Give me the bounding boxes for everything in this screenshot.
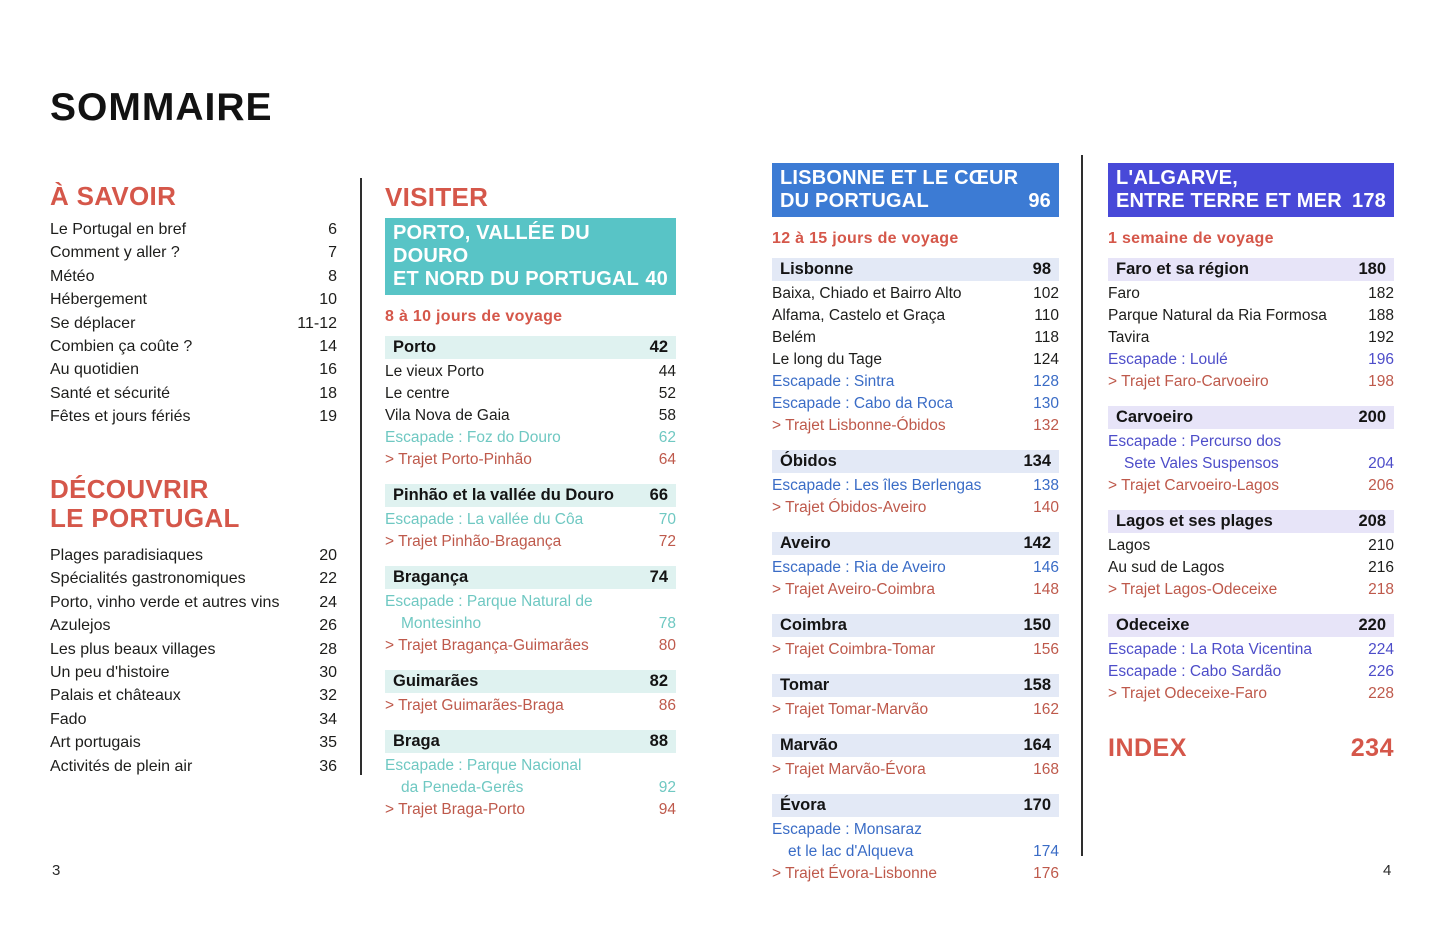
- toc-entry-label: > Trajet Óbidos-Aveiro: [772, 499, 927, 516]
- toc-item-label: Santé et sécurité: [50, 384, 171, 402]
- toc-group-header: [772, 532, 1059, 555]
- toc-item-page: 8: [328, 267, 337, 285]
- toc-group-header: [772, 450, 1059, 473]
- toc-entry-label: Vila Nova de Gaia: [385, 407, 510, 424]
- region-header-lisbonne: [772, 163, 1059, 217]
- toc-group-header: [772, 794, 1059, 817]
- toc-group-header: [772, 674, 1059, 697]
- toc-entry: [1108, 477, 1394, 499]
- toc-entry-label: > Trajet Porto-Pinhão: [385, 451, 532, 468]
- toc-entry-page: 118: [1034, 329, 1059, 346]
- toc-entry: [1108, 581, 1394, 603]
- toc-item-label: Fado: [50, 710, 87, 728]
- column-algarve: [1108, 157, 1394, 763]
- region-title-line: DU PORTUGAL: [780, 190, 929, 212]
- toc-entry-label: Alfama, Castelo et Graça: [772, 307, 946, 324]
- toc-entry-page: 206: [1368, 477, 1394, 494]
- toc-group-page: 142: [1023, 534, 1051, 552]
- toc-group-title: Guimarães: [393, 672, 479, 690]
- toc-entry: [772, 499, 1059, 521]
- toc-item: [50, 594, 337, 617]
- toc-entry-page: 176: [1033, 865, 1059, 882]
- toc-entry-label: > Trajet Évora-Lisbonne: [772, 865, 937, 882]
- toc-entry: [385, 451, 676, 473]
- toc-group-title: Porto: [393, 338, 437, 356]
- toc-group-title: Aveiro: [780, 534, 831, 552]
- toc-item-page: 35: [319, 734, 337, 752]
- toc-entry-label: Escapade : La Rota Vicentina: [1108, 641, 1312, 658]
- toc-item-page: 28: [319, 640, 337, 658]
- toc-entry: [772, 417, 1059, 439]
- toc-entry: [1108, 285, 1394, 307]
- folio-right: 4: [1383, 862, 1392, 879]
- toc-group-header: [385, 730, 676, 753]
- toc-item-page: 6: [328, 221, 337, 238]
- toc-entry-page: 168: [1033, 761, 1059, 778]
- toc-group-header: [1108, 406, 1394, 429]
- column-lisbonne: [772, 157, 1059, 887]
- toc-group: [385, 730, 676, 823]
- toc-entry-label: Tavira: [1108, 329, 1150, 346]
- toc-entry: [385, 511, 676, 533]
- toc-item-page: 34: [319, 710, 337, 728]
- toc-entry: [772, 701, 1059, 723]
- toc-group-title: Bragança: [393, 568, 469, 586]
- toc-group-page: 220: [1358, 616, 1386, 634]
- toc-item: [50, 385, 337, 408]
- toc-group: [1108, 258, 1394, 395]
- toc-item-label: Hébergement: [50, 291, 147, 309]
- toc-entry-label: > Trajet Faro-Carvoeiro: [1108, 373, 1269, 390]
- toc-entry: [385, 757, 676, 779]
- toc-item: [50, 244, 337, 267]
- a-savoir-list: [50, 221, 337, 432]
- toc-entry-continuation: [1108, 455, 1394, 477]
- toc-group-header: [772, 258, 1059, 281]
- toc-entry: [772, 641, 1059, 663]
- toc-item-label: Météo: [50, 267, 95, 285]
- toc-group-header: [385, 484, 676, 507]
- toc-group-header: [772, 734, 1059, 757]
- toc-entry: [385, 593, 676, 615]
- region-header-algarve: [1108, 163, 1394, 217]
- index-label: INDEX: [1108, 734, 1187, 762]
- toc-entry-label: > Trajet Carvoeiro-Lagos: [1108, 477, 1280, 494]
- toc-entry-label: Faro: [1108, 285, 1140, 302]
- toc-group-title: Óbidos: [780, 452, 837, 470]
- toc-item-label: Se déplacer: [50, 314, 136, 332]
- toc-entry-label: Au sud de Lagos: [1108, 559, 1225, 576]
- toc-item-page: 14: [319, 337, 337, 355]
- toc-entry-label: Escapade : Cabo da Roca: [772, 395, 953, 412]
- toc-entry: [1108, 351, 1394, 373]
- toc-entry-label: Le long du Tage: [772, 351, 883, 368]
- toc-entry-page: 128: [1033, 373, 1059, 390]
- toc-group-page: 66: [649, 486, 668, 504]
- toc-item-page: 18: [319, 384, 337, 402]
- toc-group-title: Lisbonne: [780, 260, 854, 278]
- toc-entry-page: 80: [658, 637, 676, 654]
- toc-item-label: Palais et châteaux: [50, 687, 181, 705]
- toc-entry-continuation: [772, 843, 1059, 865]
- toc-item-label: Fêtes et jours fériés: [50, 408, 191, 426]
- toc-entry: [772, 761, 1059, 783]
- toc-item-page: 11-12: [297, 314, 337, 332]
- toc-groups: [772, 258, 1059, 887]
- toc-group-page: 42: [649, 338, 668, 356]
- toc-group: [385, 566, 676, 659]
- toc-item-page: 10: [319, 291, 337, 309]
- toc-entry-page: 92: [658, 779, 676, 796]
- toc-entry-page: 146: [1033, 559, 1059, 576]
- toc-group: [772, 258, 1059, 439]
- toc-entry: [772, 373, 1059, 395]
- toc-entry: [772, 329, 1059, 351]
- toc-item-page: 19: [319, 408, 337, 426]
- toc-entry-page: 188: [1368, 307, 1394, 324]
- toc-entry: [1108, 641, 1394, 663]
- toc-group: [772, 614, 1059, 663]
- toc-group: [772, 674, 1059, 723]
- toc-item: [50, 711, 337, 734]
- toc-entry-label: Escapade : La vallée du Côa: [385, 511, 584, 528]
- region-title-line: LISBONNE ET LE CŒUR: [780, 167, 1019, 189]
- toc-entry: [385, 533, 676, 555]
- toc-item-label: Le Portugal en bref: [50, 221, 187, 238]
- toc-entry-label: da Peneda-Gerês: [401, 779, 524, 796]
- toc-item: [50, 338, 337, 361]
- toc-item-page: 26: [319, 617, 337, 635]
- toc-group-header: [385, 670, 676, 693]
- toc-entry-label: > Trajet Braga-Porto: [385, 801, 525, 818]
- toc-group-page: 164: [1023, 736, 1051, 754]
- toc-item: [50, 664, 337, 687]
- region-page-number: 40: [645, 268, 668, 290]
- toc-entry-page: 156: [1033, 641, 1059, 658]
- toc-groups: [385, 336, 676, 823]
- toc-entry-label: Escapade : Foz do Douro: [385, 429, 561, 446]
- toc-entry: [1108, 433, 1394, 455]
- toc-item-label: Un peu d'histoire: [50, 663, 170, 681]
- toc-group: [772, 794, 1059, 887]
- toc-entry-page: 148: [1033, 581, 1059, 598]
- toc-group: [1108, 510, 1394, 603]
- toc-item-page: 16: [319, 361, 337, 379]
- toc-item: [50, 547, 337, 570]
- toc-entry-page: 204: [1368, 455, 1394, 472]
- toc-item-page: 36: [319, 757, 337, 775]
- toc-group-page: 98: [1032, 260, 1051, 278]
- toc-group-header: [385, 336, 676, 359]
- toc-entry-page: 216: [1368, 559, 1394, 576]
- toc-item: [50, 641, 337, 664]
- toc-group: [772, 450, 1059, 521]
- toc-item-label: Au quotidien: [50, 361, 139, 379]
- toc-entry-page: 198: [1368, 373, 1394, 390]
- toc-entry-label: Escapade : Parque Nacional: [385, 757, 582, 774]
- trip-duration: 8 à 10 jours de voyage: [385, 308, 563, 325]
- index-row: [1108, 734, 1394, 763]
- column-visiter-porto: [385, 183, 676, 823]
- toc-entry-page: 62: [658, 429, 676, 446]
- toc-item-label: Les plus beaux villages: [50, 640, 216, 658]
- trip-duration: 12 à 15 jours de voyage: [772, 230, 959, 247]
- region-page-number: 178: [1352, 190, 1386, 212]
- toc-entry: [385, 407, 676, 429]
- toc-group: [1108, 614, 1394, 707]
- section-title-decouvrir: [50, 475, 337, 533]
- toc-item-page: 32: [319, 687, 337, 705]
- toc-item-label: Porto, vinho verde et autres vins: [50, 593, 280, 611]
- toc-entry: [385, 637, 676, 659]
- toc-item-label: Art portugais: [50, 734, 141, 752]
- toc-entry-label: > Trajet Aveiro-Coimbra: [772, 581, 935, 598]
- toc-item-page: 24: [319, 593, 337, 611]
- toc-entry-label: Escapade : Loulé: [1108, 351, 1228, 368]
- section-title-visiter: VISITER: [385, 182, 489, 212]
- toc-group-title: Braga: [393, 732, 440, 750]
- toc-group-title: Odeceixe: [1116, 616, 1190, 634]
- toc-item-page: 7: [328, 244, 337, 262]
- toc-entry-label: > Trajet Odeceixe-Faro: [1108, 685, 1267, 702]
- toc-group-page: 180: [1358, 260, 1386, 278]
- toc-group-page: 200: [1358, 408, 1386, 426]
- toc-group: [385, 670, 676, 719]
- toc-entry-page: 70: [658, 511, 676, 528]
- toc-entry-continuation: [385, 615, 676, 637]
- toc-entry-label: Baixa, Chiado et Bairro Alto: [772, 285, 962, 302]
- toc-group-title: Tomar: [780, 676, 830, 694]
- toc-entry: [385, 385, 676, 407]
- toc-entry: [772, 865, 1059, 887]
- toc-groups: [1108, 258, 1394, 707]
- toc-entry-page: 130: [1033, 395, 1059, 412]
- toc-group-title: Lagos et ses plages: [1116, 512, 1273, 530]
- toc-entry-label: > Trajet Guimarães-Braga: [385, 697, 564, 714]
- toc-entry-page: 110: [1034, 307, 1059, 324]
- toc-group-title: Coimbra: [780, 616, 847, 634]
- toc-entry: [1108, 373, 1394, 395]
- toc-entry-page: 64: [658, 451, 676, 468]
- trip-duration: 1 semaine de voyage: [1108, 230, 1274, 247]
- toc-entry-page: 102: [1033, 285, 1059, 302]
- toc-entry: [385, 697, 676, 719]
- toc-entry-label: > Trajet Pinhão-Bragança: [385, 533, 562, 550]
- section-title-line: LE PORTUGAL: [50, 503, 240, 533]
- toc-group-page: 158: [1023, 676, 1051, 694]
- column-divider: [360, 178, 362, 775]
- toc-entry-label: > Trajet Marvão-Évora: [772, 761, 926, 778]
- toc-group-header: [1108, 258, 1394, 281]
- region-page-number: 96: [1028, 190, 1051, 212]
- toc-group-title: Marvão: [780, 736, 838, 754]
- toc-group-page: 82: [649, 672, 668, 690]
- toc-item-label: Spécialités gastronomiques: [50, 570, 246, 588]
- toc-entry-page: 226: [1368, 663, 1394, 680]
- toc-entry-label: Lagos: [1108, 537, 1151, 554]
- toc-entry-label: Escapade : Sintra: [772, 373, 895, 390]
- toc-entry-label: Belém: [772, 329, 816, 346]
- toc-entry-label: > Trajet Bragança-Guimarães: [385, 637, 589, 654]
- toc-entry-label: Escapade : Percurso dos: [1108, 433, 1282, 450]
- toc-entry: [772, 285, 1059, 307]
- toc-group-page: 88: [649, 732, 668, 750]
- toc-entry: [772, 395, 1059, 417]
- toc-entry-page: 44: [658, 363, 676, 380]
- toc-entry-label: > Trajet Lagos-Odeceixe: [1108, 581, 1278, 598]
- toc-entry-label: Parque Natural da Ria Formosa: [1108, 307, 1327, 324]
- toc-entry: [772, 581, 1059, 603]
- region-title-line: PORTO, VALLÉE DU DOURO: [393, 222, 590, 267]
- toc-group-page: 170: [1023, 796, 1051, 814]
- toc-entry-page: 52: [658, 385, 676, 402]
- toc-entry: [772, 559, 1059, 581]
- toc-entry-page: 210: [1368, 537, 1394, 554]
- toc-entry-label: Escapade : Cabo Sardão: [1108, 663, 1282, 680]
- toc-group-title: Faro et sa région: [1116, 260, 1249, 278]
- toc-item-label: Plages paradisiaques: [50, 547, 203, 564]
- toc-entry-page: 174: [1033, 843, 1059, 860]
- toc-group-header: [1108, 614, 1394, 637]
- toc-entry-page: 124: [1033, 351, 1059, 368]
- region-title-line: ET NORD DU PORTUGAL: [393, 268, 640, 290]
- toc-entry-page: 140: [1033, 499, 1059, 516]
- region-title-line: L'ALGARVE,: [1116, 167, 1238, 189]
- toc-entry: [1108, 559, 1394, 581]
- toc-entry: [385, 363, 676, 385]
- toc-entry-label: Le vieux Porto: [385, 363, 485, 380]
- toc-group-title: Évora: [780, 796, 826, 814]
- toc-entry: [1108, 329, 1394, 351]
- toc-item: [50, 617, 337, 640]
- toc-item: [50, 408, 337, 431]
- toc-entry-page: 224: [1368, 641, 1394, 658]
- toc-group: [772, 532, 1059, 603]
- toc-item: [50, 734, 337, 757]
- toc-group-header: [1108, 510, 1394, 533]
- region-header-porto: [385, 218, 676, 295]
- toc-entry-page: 132: [1033, 417, 1059, 434]
- toc-entry-label: Le centre: [385, 385, 450, 402]
- toc-entry-label: > Trajet Lisbonne-Óbidos: [772, 417, 946, 434]
- toc-group-title: Pinhão et la vallée du Douro: [393, 486, 614, 504]
- toc-entry: [1108, 685, 1394, 707]
- toc-entry-label: > Trajet Tomar-Marvão: [772, 701, 929, 718]
- toc-entry-label: Escapade : Parque Natural de: [385, 593, 593, 610]
- region-title-line: ENTRE TERRE ET MER: [1116, 190, 1342, 212]
- toc-entry: [772, 477, 1059, 499]
- toc-group-header: [385, 566, 676, 589]
- toc-entry-page: 78: [658, 615, 676, 632]
- toc-group-page: 74: [649, 568, 668, 586]
- toc-group-page: 150: [1023, 616, 1051, 634]
- section-title-line: DÉCOUVRIR: [50, 474, 209, 504]
- toc-entry: [772, 307, 1059, 329]
- section-title-a-savoir: À SAVOIR: [50, 181, 177, 211]
- toc-group-page: 208: [1358, 512, 1386, 530]
- toc-group-header: [772, 614, 1059, 637]
- toc-entry: [772, 351, 1059, 373]
- toc-item-label: Activités de plein air: [50, 757, 193, 775]
- toc-item-label: Combien ça coûte ?: [50, 337, 193, 355]
- toc-entry-label: et le lac d'Alqueva: [788, 843, 914, 860]
- toc-group-page: 134: [1023, 452, 1051, 470]
- toc-item-page: 30: [319, 663, 337, 681]
- toc-item: [50, 758, 337, 781]
- toc-entry-label: Sete Vales Suspensos: [1124, 455, 1279, 472]
- toc-entry-label: Escapade : Monsaraz: [772, 821, 922, 838]
- toc-group: [772, 734, 1059, 783]
- toc-entry-continuation: [385, 779, 676, 801]
- toc-item-label: Azulejos: [50, 617, 111, 635]
- toc-entry: [1108, 307, 1394, 329]
- toc-item: [50, 291, 337, 314]
- toc-entry-page: 228: [1368, 685, 1394, 702]
- toc-entry-page: 58: [658, 407, 676, 424]
- toc-item-page: 22: [319, 570, 337, 588]
- toc-item: [50, 687, 337, 710]
- toc-entry-label: > Trajet Coimbra-Tomar: [772, 641, 936, 658]
- page-title: SOMMAIRE: [50, 86, 273, 129]
- toc-item: [50, 361, 337, 384]
- toc-entry-label: Montesinho: [401, 615, 482, 632]
- toc-group: [385, 484, 676, 555]
- decouvrir-list: [50, 547, 337, 781]
- toc-item-page: 20: [319, 547, 337, 564]
- toc-entry-page: 162: [1033, 701, 1059, 718]
- toc-entry-page: 192: [1368, 329, 1394, 346]
- folio-left: 3: [52, 862, 61, 879]
- toc-entry: [385, 801, 676, 823]
- toc-entry-page: 138: [1033, 477, 1059, 494]
- toc-entry: [1108, 663, 1394, 685]
- toc-entry: [772, 821, 1059, 843]
- index-page-number: 234: [1350, 734, 1394, 762]
- toc-item: [50, 221, 337, 244]
- toc-entry: [385, 429, 676, 451]
- toc-entry-page: 196: [1368, 351, 1394, 368]
- toc-item: [50, 315, 337, 338]
- toc-item: [50, 268, 337, 291]
- toc-item: [50, 570, 337, 593]
- toc-entry-page: 94: [658, 801, 676, 818]
- toc-group-title: Carvoeiro: [1116, 408, 1194, 426]
- toc-entry: [1108, 537, 1394, 559]
- toc-entry-page: 72: [658, 533, 676, 550]
- toc-group: [385, 336, 676, 473]
- toc-entry-label: Escapade : Les îles Berlengas: [772, 477, 982, 494]
- toc-entry-page: 218: [1368, 581, 1394, 598]
- toc-item-label: Comment y aller ?: [50, 244, 180, 262]
- toc-group: [1108, 406, 1394, 499]
- column-divider: [1081, 155, 1083, 856]
- toc-entry-page: 182: [1368, 285, 1394, 302]
- toc-entry-label: Escapade : Ria de Aveiro: [772, 559, 946, 576]
- toc-entry-page: 86: [658, 697, 676, 714]
